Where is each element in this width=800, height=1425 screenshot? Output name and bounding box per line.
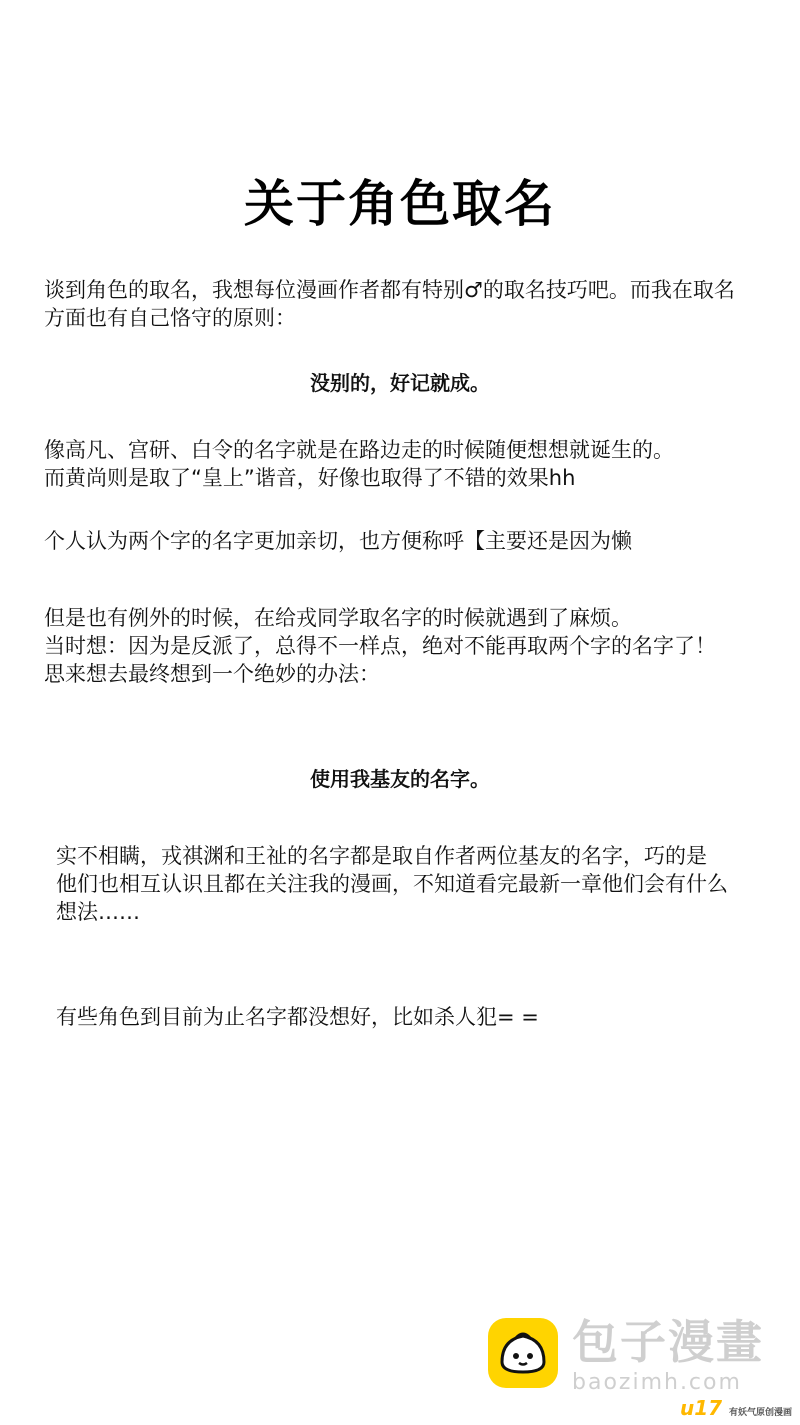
u17-tagline: 有妖气原创漫画 [729,1408,793,1418]
paragraph-line: 像高凡、宫研、白令的名字就是在路边走的时候随便想想就诞生的。 [44,438,674,462]
paragraph-line: 但是也有例外的时候，在给戎同学取名字的时候就遇到了麻烦。 [44,606,632,630]
paragraph-examples [44,436,674,492]
paragraph-line: 实不相瞒，戎祺渊和王祉的名字都是取自作者两位基友的名字，巧的是 [56,844,707,868]
page-title: 关于角色取名 [244,175,556,233]
paragraph-line: 个人认为两个字的名字更加亲切，也方便称呼【主要还是因为懒 [44,529,632,553]
u17-logo-text: u17 [680,1396,723,1420]
principle-statement: 没别的，好记就成。 [310,371,490,395]
watermark-url: baozimh.com [572,1370,742,1395]
watermark-logo-icon [488,1318,558,1388]
watermark-u17 [680,1396,792,1425]
paragraph-two-characters [44,527,632,555]
paragraph-line: 当时想：因为是反派了，总得不一样点，绝对不能再取两个字的名字了！ [44,634,716,658]
paragraph-intro [44,276,735,332]
paragraph-line: 思来想去最终想到一个绝妙的办法： [44,662,380,686]
paragraph-exception [44,604,716,688]
paragraph-line: 而黄尚则是取了“皇上”谐音，好像也取得了不错的效果hh [44,466,576,490]
method-statement: 使用我基友的名字。 [310,767,490,791]
paragraph-line: 想法…… [56,900,140,924]
paragraph-line: 他们也相互认识且都在关注我的漫画，不知道看完最新一章他们会有什么 [56,872,728,896]
paragraph-line: 谈到角色的取名，我想每位漫画作者都有特别♂的取名技巧吧。而我在取名 [44,278,735,302]
bun-face-icon [488,1318,558,1388]
paragraph-line: 有些角色到目前为止名字都没想好，比如杀人犯= = [56,1005,539,1029]
watermark-brand: 包子漫畫 [572,1315,764,1369]
paragraph-unnamed [56,1003,539,1031]
paragraph-confession [56,842,728,926]
paragraph-line: 方面也有自己恪守的原则： [44,306,296,330]
